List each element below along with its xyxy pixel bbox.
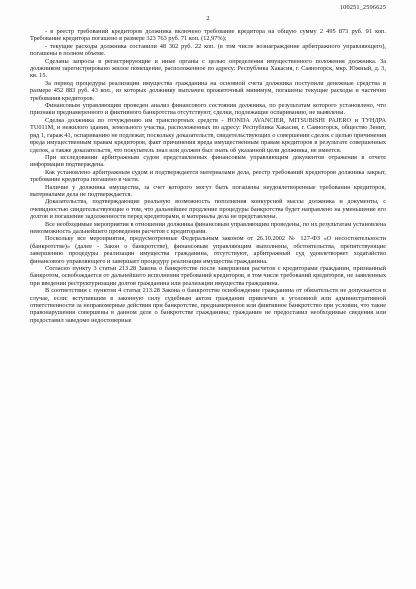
paragraph: Поскольку все мероприятия, предусмотренные Федеральным законом от 26.10.2002 № 127-ФЗ «О несостоятельности (банкротстве)» (далее - Закон о банкротстве), финансовым управляющим выполнены, обстоятельства, препятствующие завершению процедуры реализации имущества гражданина, отсутствуют, арбитражный суд удовлетворяет ходатайство финансового управляющего и завершает процедуру реализации имущества гражданина. (30, 235, 386, 265)
paragraph: Согласно пункту 3 статьи 213.28 Закона о банкротстве после завершения расчетов с кредиторами гражданин, признанный банкротом, освобождается от дальнейшего исполнения требований кредиторов, в том числе требований кредиторов, не заявленных при введении реструктуризации долгов гражданина или реализации имущества гражданина. (30, 265, 386, 287)
document-body (30, 28, 386, 324)
paragraph: Наличие у должника имущества, за счет которого могут быть погашены неудовлетворенные требования кредиторов, материалами дела не подтверждается. (30, 183, 386, 198)
paragraph: Доказательства, подтверждающие реальную возможность пополнения конкурсной массы должника и документы, с очевидностью свидетельствующие о том, что дальнейшее продление процедуры банкротства будет направлено на уменьшение его долгов и погашение задолженности перед кредиторами, в материалы дела не представлены. (30, 198, 386, 221)
paragraph: Все необходимые мероприятия в отношении должника финансовым управляющим проведены, по их результатам установлена невозможность дальнейшего проведения расчетов с кредиторами. (30, 220, 386, 235)
paragraph: Сделка должника по отчуждению им транспортных средств - HONDA AVANCIER, MITSUBISHI PAJERO и ТУНДРА TU011M, и нежилого здания, земельного участка, расположенных по адресу: Республика Хакасия, г. Саяногорск, общество Зенит, ряд 1, гараж 41, оспариванию не подлежат, поскольку доказательств, свидетельствующих о совершении сделок с целью причинения вреда имущественным правам кредиторов, факт причинения вреда имущественным правам кредиторов в результате совершенных сделок, а также доказательств, что покупатель знал или должен был знать об указанной цели должника, не имеется. (30, 116, 386, 154)
page-number: 2 (206, 15, 210, 22)
paragraph: - в реестр требований кредиторов должника включено требование кредитора на общую сумму 2 495 873 руб. 91 коп. Требование кредитора погашено в размере 323 763 руб. 71 коп. (12,97%); (30, 28, 386, 43)
paragraph: Финансовым управляющим проведен анализ финансового состояния должника, по результатам которого установлено, что признаки преднамеренного и фиктивного банкротства отсутствуют, сделки, подлежащие оспариванию, не выявлены. (30, 102, 386, 117)
paragraph: Сделаны запросы в регистрирующие и иные органы с целью определения имущественного положения должника. За должником зарегистрировано жилое помещение, расположенное по адресу: Республика Хакасия, г. Саяногорск, мкр. Южный, д. 3, кв. 15. (30, 57, 386, 80)
document-id: 100251_2596625 (339, 4, 386, 11)
paragraph: За период процедуры реализации имущества гражданина на основной счета должника поступили денежные средства в размере 452 883 руб. 43 коп., из которых должнику выплачен прожиточный минимум, погашены текущие расходы и частично требования кредиторов. (30, 79, 386, 102)
paragraph: - текущие расходы должника составили 48 302 руб. 22 коп. (в том числе вознаграждение арбитражного управляющего), погашены в полном объеме. (30, 42, 386, 58)
paragraph: При исследовании арбитражным судом представленных финансовым управляющим документов отражения в отчете информации подтверждена. (30, 153, 386, 169)
paragraph: В соответствии с пунктом 4 статьи 213.28 Закона о банкротстве освобождение гражданина от обязательств не допускается в случае, если: вступившим в законную силу судебным актом гражданин привлечен к уголовной или административной ответственности за неправомерные действия при банкротстве, преднамеренное или фиктивное банкротство при условии, что такие правонарушения совершены в данном деле о банкротстве гражданина; гражданин не предоставил необходимые сведения или предоставил заведомо недостоверные (30, 287, 386, 324)
paragraph: Как установлено арбитражным судом и подтверждается материалами дела, реестр требований кредиторов должника закрыт, требование кредитора погашено в части. (30, 168, 386, 184)
